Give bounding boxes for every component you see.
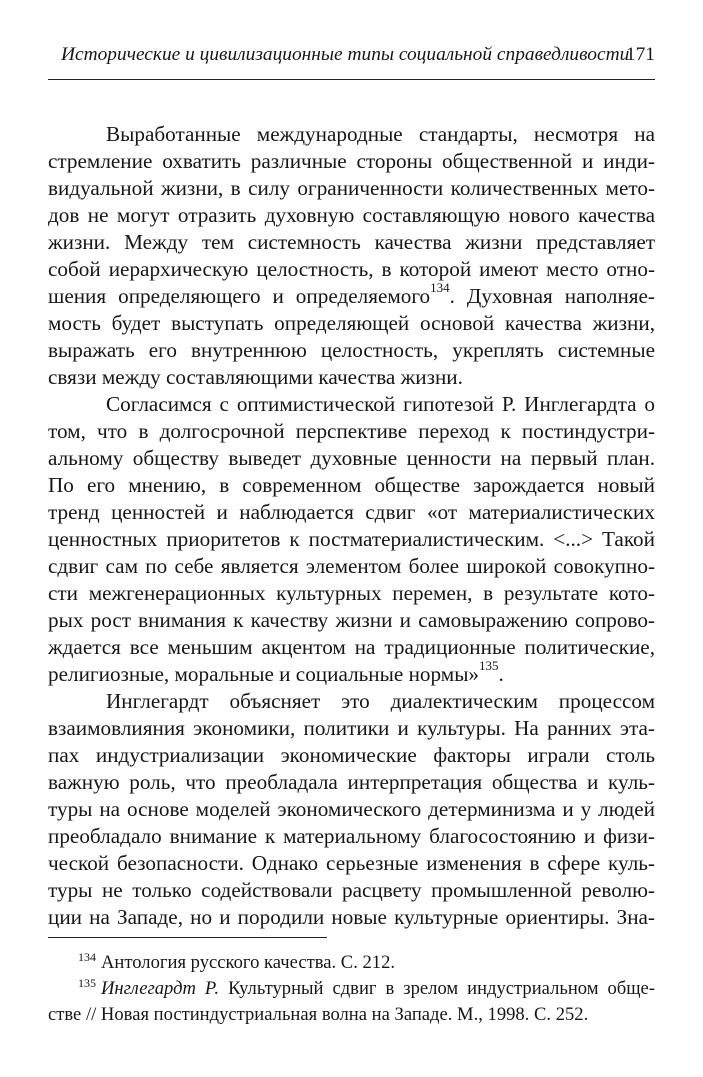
footnote-text: Антология русского качества. С. 212.	[101, 952, 396, 973]
running-header	[61, 44, 655, 74]
text-line: туры на основе моделей экономического детерминизма и у людей	[48, 797, 655, 821]
footnote-text: Культурный сдвиг в зрелом индустриальном обще-	[228, 978, 655, 999]
text-line: выражать его внутреннюю целостность, укреплять системные	[48, 338, 655, 362]
text-line: Выработанные международные стандарты, несмотря на	[106, 122, 655, 146]
text-line: связи между составляющими качества жизни.	[48, 365, 463, 389]
text-fragment: . Духовная наполняе-	[449, 284, 655, 308]
footnote-author: Инглегардт Р.	[101, 978, 220, 999]
header-rule	[48, 79, 655, 80]
footnote-rule	[48, 937, 327, 938]
text-line: альному обществу выведет духовные ценности на первый план.	[48, 446, 655, 470]
text-fragment: .	[498, 662, 504, 686]
text-line	[48, 282, 655, 310]
text-line: ции на Западе, но и породили новые культурные ориентиры. Зна-	[48, 905, 655, 929]
text-line: собой иерархическую целостность, в которой имеют место отно-	[48, 257, 655, 281]
text-line: том, что в долгосрочной перспективе переход к постиндустри-	[48, 419, 655, 443]
text-line: сти межгенерационных культурных перемен, в результате кото-	[48, 581, 655, 605]
text-line: сдвиг сам по себе является элементом более широкой совокупно-	[48, 554, 655, 578]
text-line: ждается все меньшим акцентом на традиционные политические,	[48, 635, 655, 659]
text-line	[48, 660, 655, 688]
footnote-135	[78, 976, 655, 1002]
text-line: дов не могут отразить духовную составляющую нового качества	[48, 203, 655, 227]
footnote-number: 134	[78, 950, 96, 964]
text-line: туры не только содействовали расцвету промышленной револю-	[48, 878, 655, 902]
text-line: По его мнению, в современном обществе зарождается новый	[48, 473, 655, 497]
text-line: пах индустриализации экономические факторы играли столь	[48, 743, 655, 767]
running-header-title: Исторические и цивилизационные типы социальной справедливости	[61, 44, 630, 65]
page-number: 171	[625, 44, 655, 65]
text-line: ценностных приоритетов к постматериалистическим. <...> Такой	[48, 527, 655, 551]
text-line: ческой безопасности. Однако серьезные изменения в сфере куль-	[48, 851, 655, 875]
text-line: мость будет выступать определяющей основой качества жизни,	[48, 311, 655, 335]
text-line: видуальной жизни, в силу ограниченности количественных мето-	[48, 176, 655, 200]
footnote-number: 135	[78, 976, 96, 990]
footnote-135-continuation: стве // Новая постиндустриальная волна на Западе. М., 1998. С. 252.	[48, 1004, 589, 1025]
text-fragment: шения определяющего и определяемого	[48, 284, 431, 308]
text-fragment: религиозные, моральные и социальные нормы»	[48, 662, 480, 686]
text-line: жизни. Между тем системность качества жизни представляет	[48, 230, 655, 254]
footnote-ref-134[interactable]: 134	[430, 282, 450, 295]
text-line: тренд ценностей и наблюдается сдвиг «от материалистических	[48, 500, 655, 524]
text-line: преобладало внимание к материальному благосостоянию и физи-	[48, 824, 655, 848]
text-line: рых рост внимания к качеству жизни и самовыражению сопрово-	[48, 608, 655, 632]
text-line: Согласимся с оптимистической гипотезой Р. Инглегардта о	[106, 392, 655, 416]
text-line: стремление охватить различные стороны общественной и инди-	[48, 149, 655, 173]
text-line: Инглегардт объясняет это диалектическим процессом	[106, 689, 655, 713]
footnote-ref-135[interactable]: 135	[479, 660, 499, 673]
text-line: взаимовлияния экономики, политики и культуры. На ранних эта-	[48, 716, 655, 740]
footnote-134	[78, 950, 655, 976]
text-line: важную роль, что преобладала интерпретация общества и куль-	[48, 770, 655, 794]
